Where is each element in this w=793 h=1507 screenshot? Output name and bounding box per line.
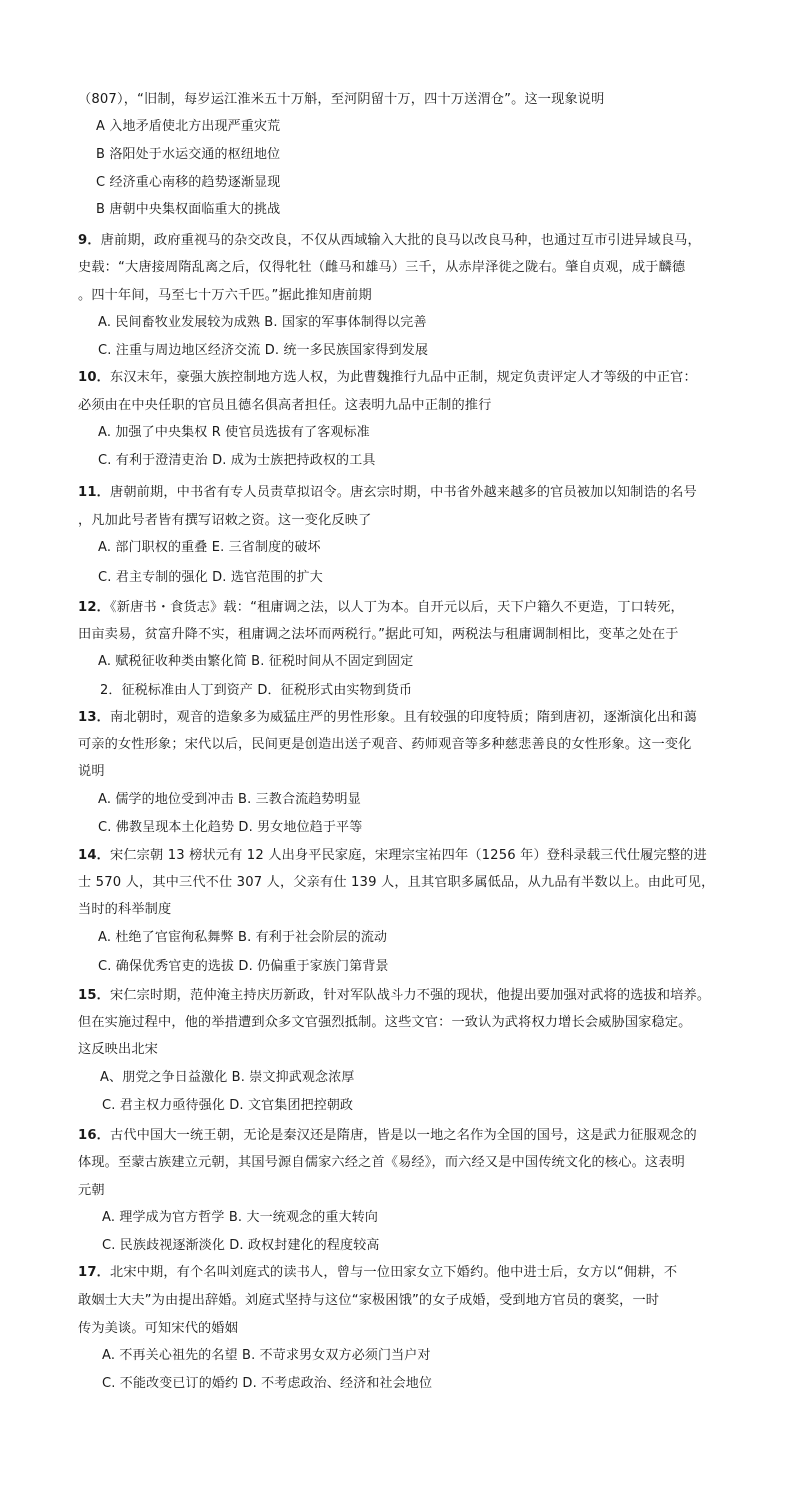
line-text: A. 民间畜牧业发展较为成熟 B. 国家的军事体制得以完善 [98,315,427,330]
answer-options-line [98,957,389,977]
line-text: ，凡加此号者皆有撰写诏敕之资。这一变化反映了 [78,513,372,528]
line-text: A 入地矛盾使北方出现严重灾荒 [96,119,281,134]
answer-options-line [98,568,323,588]
answer-options-line [96,173,280,193]
question-text-line [78,1126,697,1146]
question-number: 10． [78,370,110,385]
line-text: A. 不再关心祖先的名望 B. 不苛求男女双方必须门当户对 [102,1348,431,1363]
answer-options-line [102,1096,353,1116]
line-text: 史载：“大唐接周隋乱离之后，仅得牝牡（雌马和雄马）三千，从赤岸泽徙之陇右。肇自贞观，成于麟德 [78,260,686,275]
line-text: 2．征税标准由人丁到资产 D．征税形式由实物到货币 [100,683,413,698]
question-text-line [78,1040,158,1060]
question-number: 13． [78,710,110,725]
line-text: 北宋中期，有个名叫刘庭式的读书人，曾与一位田家女立下婚约。他中进士后，女方以“佣耕，不 [110,1265,678,1280]
answer-options-line [100,681,412,701]
line-text: 但在实施过程中，他的举措遭到众多文官强烈抵制。这些文官：一致认为武将权力增长会威胁国家稳定。 [78,1015,692,1030]
answer-options-line [102,1346,431,1366]
line-text: 唐前期，政府重视马的杂交改良，不仅从西域输入大批的良马以改良马种，也通过互市引进异域良马， [100,233,701,248]
answer-options-line [98,341,428,361]
question-number: 9． [78,233,101,248]
line-text: 当时的科举制度 [78,902,172,917]
answer-options-line [98,790,361,810]
question-text-line [78,1319,238,1339]
line-text: A. 杜绝了官宦徇私舞弊 B. 有利于社会阶层的流动 [98,930,388,945]
question-text-line [78,90,604,110]
question-number: 11． [78,485,110,500]
question-text-line [78,1153,685,1173]
question-text-line [78,258,685,278]
line-text: （807），“旧制，每岁运江淮米五十万斛，至河阴留十万，四十万送渭仓”。这一现象说明 [78,92,605,107]
line-text: C 经济重心南移的趋势逐渐显现 [96,175,281,190]
answer-options-line [96,200,280,220]
answer-options-line [98,451,376,471]
question-text-line [78,735,692,755]
answer-options-line [102,1208,378,1228]
answer-options-line [98,313,427,333]
line-text: 必须由在中央任职的官员且德名俱高者担任。这表明九品中正制的推行 [78,398,492,413]
question-text-line [78,483,697,503]
line-text: 敢姻士大夫”为由提出辞婚。刘庭式坚持与这位“家极困饿”的女子成婚，受到地方官员的褒奖，一时 [78,1293,660,1308]
answer-options-line [100,1068,355,1088]
question-text-line [78,1181,105,1201]
line-text: A. 部门职权的重叠 E. 三省制度的破坏 [98,540,321,555]
question-text-line [78,231,701,251]
line-text: B 洛阳处于水运交通的枢纽地位 [96,147,281,162]
question-text-line [78,708,697,728]
question-number: 14． [78,848,110,863]
answer-options-line [98,652,413,672]
line-text: A. 理学成为官方哲学 B. 大一统观念的重大转向 [102,1210,378,1225]
question-text-line [78,625,679,645]
question-text-line [78,1263,677,1283]
question-number: 12． [78,600,110,615]
question-text-line [78,762,105,782]
question-text-line [78,986,710,1006]
line-text: 唐朝前期，中书省有专人员责草拟诏令。唐玄宗时期，中书省外越来越多的官员被加以知制诰的名号 [110,485,697,500]
line-text: B 唐朝中央集权面临重大的挑战 [96,202,281,217]
line-text: 传为美谈。可知宋代的婚姻 [78,1321,239,1336]
answer-options-line [98,538,321,558]
question-text-line [78,1291,659,1311]
line-text: A. 赋税征收种类由繁化简 B. 征税时间从不固定到固定 [98,654,414,669]
answer-options-line [98,818,362,838]
question-text-line [78,846,707,866]
line-text: C. 君主专制的强化 D. 选官范围的扩大 [98,570,323,585]
line-text: 这反映出北宋 [78,1042,159,1057]
line-text: C. 确保优秀官吏的选拔 D. 仍偏重于家族门第背景 [98,959,389,974]
line-text: 士 570 人，其中三代不仕 307 人，父亲有仕 139 人，且其官职多属低品，从九品有半数以上。由此可见， [78,875,715,890]
answer-options-line [102,1374,432,1394]
line-text: 东汉末年，豪强大族控制地方选人权，为此曹魏推行九品中正制，规定负责评定人才等级的中正官： [110,370,697,385]
line-text: A、朋党之争日益激化 B. 崇文抑武观念浓厚 [100,1070,355,1085]
line-text: C. 佛教呈现本土化趋势 D. 男女地位趋于平等 [98,820,363,835]
line-text: C. 注重与周边地区经济交流 D. 统一多民族国家得到发展 [98,343,429,358]
line-text: 古代中国大一统王朝，无论是秦汉还是隋唐，皆是以一地之名作为全国的国号，这是武力征服观念的 [110,1128,697,1143]
line-text: 可亲的女性形象；宋代以后，民间更是创造出送子观音、药师观音等多种慈悲善良的女性形象。这一变化 [78,737,692,752]
line-text: 宋仁宗朝 13 榜状元有 12 人出身平民家庭，宋理宗宝祐四年（1256 年）登科录载三代仕履完整的进 [110,848,707,863]
line-text: C. 民族歧视逐渐淡化 D. 政权封建化的程度较高 [102,1238,380,1253]
answer-options-line [102,1236,380,1256]
line-text: C. 君主权力亟待强化 D. 文官集团把控朝政 [102,1098,354,1113]
question-number: 17． [78,1265,110,1280]
question-text-line [78,396,491,416]
line-text: 南北朝时，观音的造象多为威猛庄严的男性形象。且有较强的印度特质；隋到唐初，逐渐演化出和蔼 [110,710,697,725]
question-text-line [78,368,697,388]
line-text: 田亩卖易，贫富升降不实，租庸调之法坏而两税行。”据此可知，两税法与租庸调制相比，变革之处在于 [78,627,679,642]
line-text: 《新唐书・食货志》载：“租庸调之法，以人丁为本。自开元以后，天下户籍久不更造，丁口转死， [110,600,684,615]
question-text-line [78,286,372,306]
answer-options-line [98,928,387,948]
answer-options-line [96,117,280,137]
line-text: C. 不能改变已订的婚约 D. 不考虑政治、经济和社会地位 [102,1376,433,1391]
line-text: C. 有利于澄清吏治 D. 成为士族把持政权的工具 [98,453,376,468]
line-text: 元朝 [78,1183,105,1198]
line-text: 宋仁宗时期，范仲淹主持庆历新政，针对军队战斗力不强的现状，他提出要加强对武将的选拔和培养。 [110,988,711,1003]
line-text: 说明 [78,764,105,779]
answer-options-line [98,423,370,443]
line-text: 体现。至蒙古族建立元朝，其国号源自儒家六经之首《易经》，而六经又是中国传统文化的核心。这表明 [78,1155,685,1170]
question-text-line [78,900,171,920]
line-text: A. 儒学的地位受到冲击 B. 三教合流趋势明显 [98,792,361,807]
answer-options-line [96,145,280,165]
question-text-line [78,598,684,618]
question-number: 15． [78,988,110,1003]
question-number: 16． [78,1128,110,1143]
question-text-line [78,873,714,893]
line-text: 。四十年间，马至七十万六千匹。”据此推知唐前期 [78,288,372,303]
question-text-line [78,511,371,531]
question-text-line [78,1013,692,1033]
line-text: A. 加强了中央集权 R 使官员选拔有了客观标准 [98,425,370,440]
